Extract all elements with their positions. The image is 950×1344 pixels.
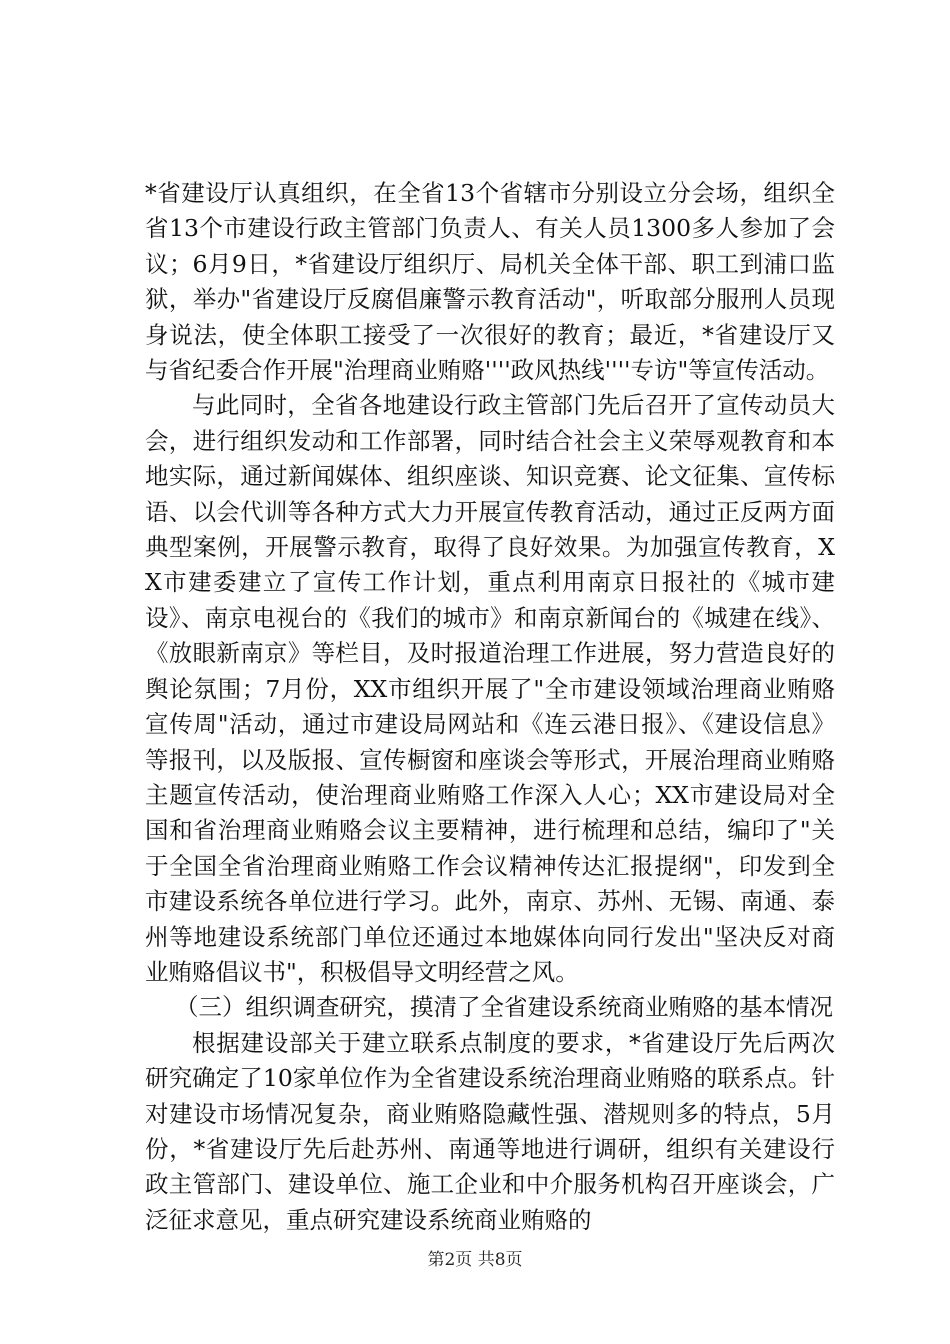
paragraph-publicity: 与此同时，全省各地建设行政主管部门先后召开了宣传动员大会，进行组织发动和工作部署，同时结合社会主义荣辱观教育和本地实际，通过新闻媒体、组织座谈、知识竞赛、论文征集、宣传标语、以会代训等各种方式大力开展宣传教育活动，通过正反两方面典型案例，开展警示教育，取得了良好效果。为加强宣传教育，XX市建委建立了宣传工作计划，重点利用南京日报社的《城市建设》、南京电视台的《我们的城市》和南京新闻台的《城建在线》、《放眼新南京》等栏目，及时报道治理工作进展，努力营造良好的舆论氛围；7月份，XX市组织开展了"全市建设领域治理商业贿赂宣传周"活动，通过市建设局网站和《连云港日报》、《建设信息》等报刊，以及版报、宣传橱窗和座谈会等形式，开展治理商业贿赂主题宣传活动，使治理商业贿赂工作深入人心；XX市建设局对全国和省治理商业贿赂会议主要精神，进行梳理和总结，编印了"关于全国全省治理商业贿赂工作会议精神传达汇报提纲"，印发到全市建设系统各单位进行学习。此外，南京、苏州、无锡、南通、泰州等地建设系统部门单位还通过本地媒体向同行发出"坚决反对商业贿赂倡议书"，积极倡导文明经营之风。 (145, 391, 835, 986)
page-footer: 第2页 共8页 (427, 1250, 523, 1270)
document-body (145, 176, 835, 1238)
paragraph-research: 根据建设部关于建立联系点制度的要求，*省建设厅先后两次研究确定了10家单位作为全省建设系统治理商业贿赂的联系点。针对建设市场情况复杂，商业贿赂隐藏性强、潜规则多的特点，5月份，*省建设厅先后赴苏州、南通等地进行调研，组织有关建设行政主管部门、建设单位、施工企业和中介服务机构召开座谈会，广泛征求意见，重点研究建设系统商业贿赂的 (145, 1028, 835, 1234)
section-heading: （三）组织调查研究，摸清了全省建设系统商业贿赂的基本情况 (175, 993, 833, 1022)
paragraph-continued: *省建设厅认真组织，在全省13个省辖市分别设立分会场，组织全省13个市建设行政主管部门负责人、有关人员1300多人参加了会议；6月9日，*省建设厅组织厅、局机关全体干部、职工到浦口监狱，举办"省建设厅反腐倡廉警示教育活动"，听取部分服刑人员现身说法，使全体职工接受了一次很好的教育；最近，*省建设厅又与省纪委合作开展"治理商业贿赂''''政风热线''''专访"等宣传活动。 (145, 179, 835, 385)
